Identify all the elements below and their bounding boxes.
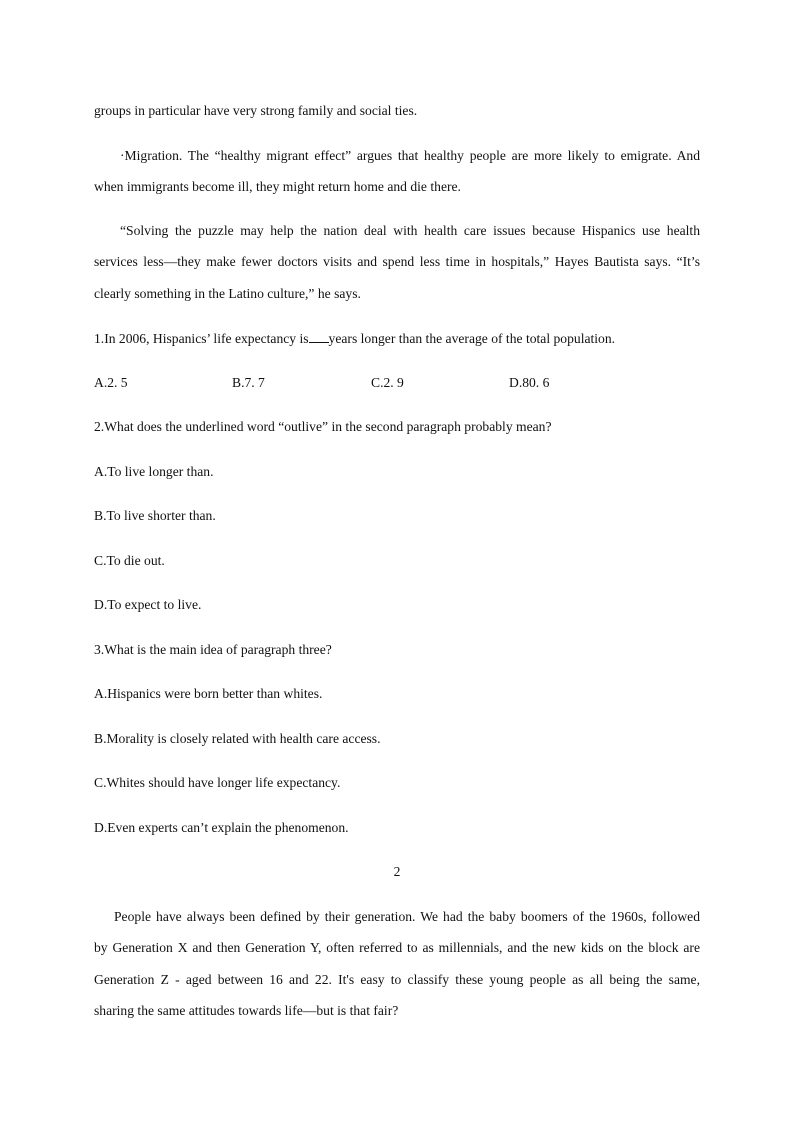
answer-blank (309, 330, 329, 343)
section-2-paragraph-line-2: by Generation X and then Generation Y, often referred to as millennials, and the new kids on the block are (94, 940, 700, 955)
question-1-stem-before: 1.In 2006, Hispanics’ life expectancy is (94, 331, 309, 346)
question-2-option-d: D.To expect to live. (94, 597, 202, 612)
question-3-stem: 3.What is the main idea of paragraph three? (94, 642, 332, 657)
question-1-stem (94, 330, 700, 347)
section-2-paragraph-line-1: People have always been defined by their generation. We had the baby boomers of the 1960s, followed (114, 909, 700, 924)
question-1-stem-after: years longer than the average of the total population. (328, 331, 616, 346)
question-2-option-b: B.To live shorter than. (94, 508, 216, 523)
quote-paragraph-line-3: clearly something in the Latino culture,” he says. (94, 286, 361, 301)
migration-paragraph-line-1: ·Migration. The “healthy migrant effect” argues that healthy people are more likely to emigrate. And (120, 148, 700, 163)
section-number: 2 (393, 864, 401, 879)
section-2-paragraph-line-3: Generation Z - aged between 16 and 22. It's easy to classify these young people as all being the same, (94, 972, 700, 987)
section-2-paragraph-line-4: sharing the same attitudes towards life—but is that fair? (94, 1003, 399, 1018)
quote-paragraph-line-1: “Solving the puzzle may help the nation deal with health care issues because Hispanics use health (120, 223, 700, 238)
question-3-option-d: D.Even experts can’t explain the phenomenon. (94, 820, 349, 835)
question-2-stem: 2.What does the underlined word “outlive” in the second paragraph probably mean? (94, 419, 552, 434)
question-3-option-c: C.Whites should have longer life expectancy. (94, 775, 341, 790)
question-1-option-d: D.80. 6 (509, 375, 550, 390)
question-2-option-c: C.To die out. (94, 553, 165, 568)
migration-paragraph-line-2: when immigrants become ill, they might return home and die there. (94, 179, 461, 194)
question-3-option-b: B.Morality is closely related with health care access. (94, 731, 381, 746)
question-2-option-a: A.To live longer than. (94, 464, 214, 479)
question-1-option-c: C.2. 9 (371, 375, 404, 390)
question-1-option-a: A.2. 5 (94, 375, 128, 390)
quote-paragraph-line-2: services less—they make fewer doctors visits and spend less time in hospitals,” Hayes Bautista says. “It’s (94, 254, 700, 269)
passage-tail-line: groups in particular have very strong family and social ties. (94, 103, 418, 118)
question-1-option-b: B.7. 7 (232, 375, 265, 390)
question-3-option-a: A.Hispanics were born better than whites. (94, 686, 323, 701)
